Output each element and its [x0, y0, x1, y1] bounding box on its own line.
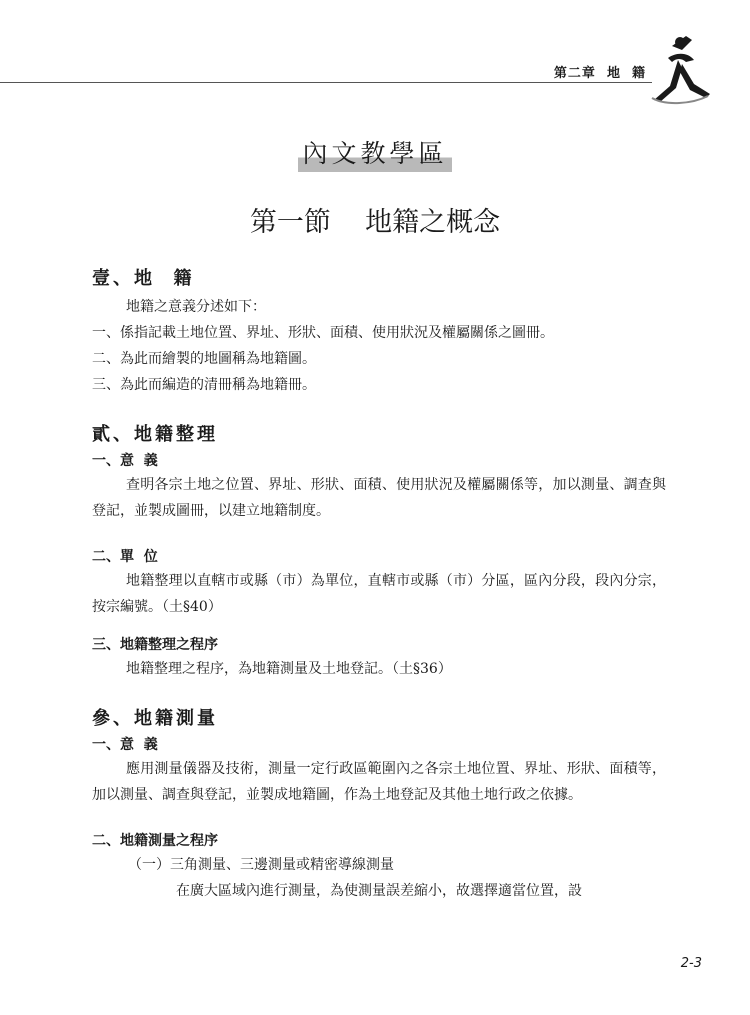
subsection-heading: 三、地籍整理之程序 — [92, 637, 218, 653]
paragraph: 地籍之意義分述如下： — [126, 299, 266, 315]
section-heading: 壹、地 籍 — [92, 268, 195, 289]
header-rule — [0, 82, 652, 83]
list-item: （一）三角測量、三邊測量或精密導線測量 — [128, 857, 394, 873]
paragraph: 地籍整理之程序，為地籍測量及土地登記。（土§36） — [126, 661, 452, 677]
paragraph: 在廣大區域內進行測量，為使測量誤差縮小，故選擇適當位置，設 — [176, 883, 582, 899]
list-item: 一、係指記載土地位置、界址、形狀、面積、使用狀況及權屬關係之圖冊。 — [92, 325, 554, 341]
section-heading: 貳、地籍整理 — [92, 424, 218, 445]
subsection-heading: 二、單 位 — [92, 549, 158, 565]
page-number: 2-3 — [680, 956, 702, 971]
paragraph: 查明各宗土地之位置、界址、形狀、面積、使用狀況及權屬關係等，加以測量、調查與登記，並製成圖冊，以建立地籍制度。 — [92, 477, 666, 519]
list-item: 二、為此而繪製的地圖稱為地籍圖。 — [92, 351, 316, 367]
running-figure-logo — [642, 28, 714, 108]
body-content — [92, 264, 666, 904]
subsection-heading: 一、意 義 — [92, 453, 158, 469]
subsection-heading: 二、地籍測量之程序 — [92, 833, 218, 849]
paragraph: 應用測量儀器及技術，測量一定行政區範圍內之各宗土地位置、界址、形狀、面積等，加以測量、調查與登記，並製成地籍圖，作為土地登記及其他土地行政之依據。 — [92, 761, 666, 803]
section-title: 第一節 地籍之概念 — [249, 207, 501, 238]
banner-title: 內文教學區 — [0, 134, 750, 172]
paragraph: 地籍整理以直轄市或縣（市）為單位，直轄市或縣（市）分區，區內分段，段內分宗，按宗編號。（土§40） — [92, 573, 666, 615]
running-header: 第二章 地 籍 — [553, 66, 646, 81]
subsection-heading: 一、意 義 — [92, 737, 158, 753]
section-heading: 參、地籍測量 — [92, 708, 218, 729]
list-item: 三、為此而編造的清冊稱為地籍冊。 — [92, 377, 316, 393]
